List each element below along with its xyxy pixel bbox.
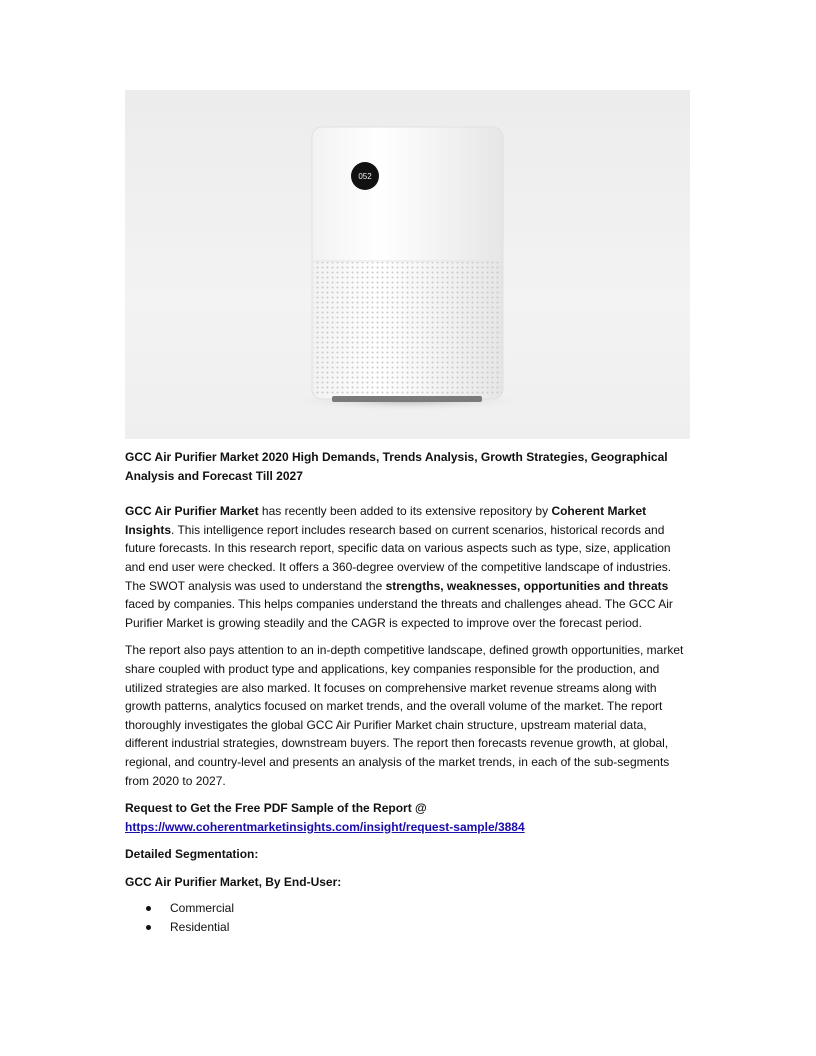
list-item bbox=[146, 918, 693, 937]
market-name: GCC Air Purifier Market bbox=[125, 504, 259, 519]
bullet-icon bbox=[146, 906, 151, 911]
intro-paragraph bbox=[125, 502, 693, 632]
request-label: Request to Get the Free PDF Sample of the Report @ bbox=[125, 801, 427, 816]
request-sample-link[interactable]: https://www.coherentmarketinsights.com/insight/request-sample/3884 bbox=[125, 819, 525, 834]
display-reading: 052 bbox=[358, 172, 372, 181]
article bbox=[125, 448, 693, 937]
hero-image bbox=[125, 90, 690, 439]
segmentation-heading-text: Detailed Segmentation: bbox=[125, 847, 259, 862]
air-purifier-illustration bbox=[125, 90, 690, 439]
purifier-grille bbox=[313, 262, 502, 396]
intro-text-1: has recently been added to its extensive repository by bbox=[258, 504, 552, 519]
article-title: GCC Air Purifier Market 2020 High Demands, Trends Analysis, Growth Strategies, Geographical Analysis and Forecast Till 2027 bbox=[125, 450, 668, 483]
list-item-label: Commercial bbox=[170, 901, 235, 916]
segmentation-heading bbox=[125, 845, 693, 864]
company-name: Coherent Market Insights bbox=[125, 504, 647, 537]
intro-text-2: . This intelligence report includes research based on current scenarios, historical records and future forecasts. In this research report, specific data on various aspects such as type, size, application and end user were checked. It offers a 360-degree overview of the competitive landscape of industries. The SWOT analysis was used to understand the bbox=[125, 522, 672, 593]
end-user-list bbox=[125, 899, 693, 936]
report-paragraph: The report also pays attention to an in-depth competitive landscape, defined growth opportunities, market share coupled with product type and applications, key companies responsible for the production, and utilized strategies are also marked. It focuses on comprehensive market revenue streams along with growth patterns, analytics focused on market trends, and the overall volume of the market. The report thoroughly investigates the global GCC Air Purifier Market chain structure, upstream material data, different industrial strategies, downstream buyers. The report then forecasts revenue growth, at global, regional, and country-level and presents an analysis of the market trends, in each of the sub-segments from 2020 to 2027. bbox=[125, 643, 684, 788]
list-item bbox=[146, 899, 693, 918]
intro-text-3: faced by companies. This helps companies understand the threats and challenges ahead. The GCC Air Purifier Market is growing steadily and the CAGR is expected to improve over the forecast period. bbox=[125, 597, 673, 630]
swot-terms: strengths, weaknesses, opportunities and threats bbox=[385, 578, 669, 593]
end-user-heading bbox=[125, 873, 693, 892]
bullet-icon bbox=[146, 925, 151, 930]
end-user-heading-text: GCC Air Purifier Market, By End-User: bbox=[125, 874, 342, 889]
request-block bbox=[125, 799, 693, 836]
list-item-label: Residential bbox=[170, 920, 230, 935]
